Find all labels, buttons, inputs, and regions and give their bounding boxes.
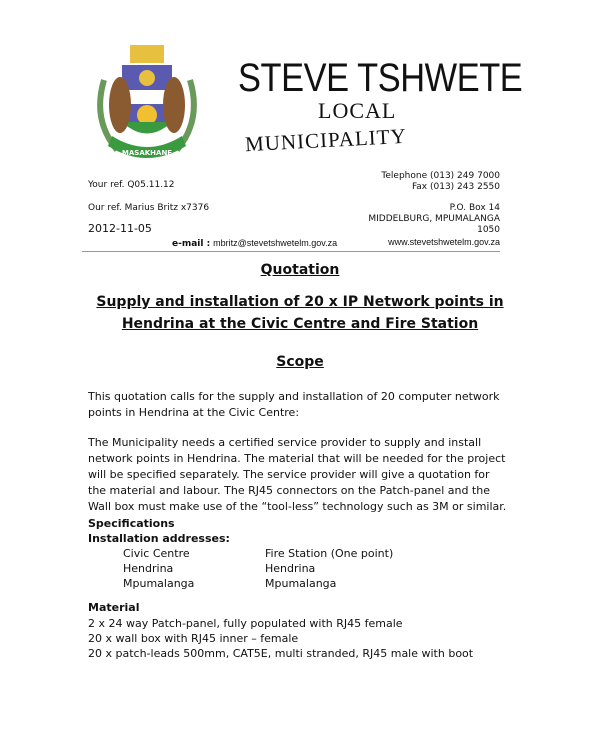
scope-heading: Scope	[276, 354, 324, 370]
material-item: 2 x 24 way Patch-panel, fully populated with RJ45 female	[88, 617, 403, 630]
telephone: Telephone (013) 249 7000	[381, 171, 500, 181]
fax: Fax (013) 243 2550	[411, 182, 500, 192]
header-divider	[82, 251, 500, 252]
letterhead-municipality: MUNICIPALITY	[244, 123, 408, 157]
subject-line-2: Hendrina at the Civic Centre and Fire Station	[121, 316, 479, 332]
postal-code: 1050	[477, 225, 500, 235]
address-row	[123, 546, 393, 561]
installation-addresses-label: Installation addresses:	[88, 532, 230, 545]
text-line: the material and labour. The RJ45 connectors on the Patch-panel and the	[88, 484, 490, 497]
email-label: e-mail :	[172, 239, 211, 249]
address-cell: Fire Station (One point)	[265, 547, 394, 560]
address-cell: Civic Centre	[123, 547, 190, 560]
address-cell: Mpumalanga	[123, 577, 195, 590]
website[interactable]: www.stevetshwetelm.gov.za	[388, 237, 500, 247]
email-line	[172, 238, 337, 250]
email-link[interactable]: mbritz@stevetshwetelm.gov.za	[213, 238, 338, 248]
po-box: P.O. Box 14	[449, 203, 500, 213]
letterhead-local: LOCAL	[318, 98, 397, 123]
text-line: points in Hendrina at the Civic Centre:	[88, 406, 300, 419]
material-heading: Material	[88, 601, 140, 614]
your-ref: Your ref. Q05.11.12	[88, 180, 175, 190]
text-line: network points in Hendrina. The material that will be needed for the project	[88, 452, 506, 465]
subject-line-1: Supply and installation of 20 x IP Network points in	[96, 294, 504, 310]
paragraph-details	[88, 435, 506, 515]
address-cell: Hendrina	[265, 562, 316, 575]
letter-date: 2012-11-05	[88, 222, 152, 235]
material-item: 20 x wall box with RJ45 inner – female	[88, 632, 299, 645]
address-row	[123, 576, 393, 591]
motto-text: MASAKHANE	[121, 149, 173, 157]
specifications-heading: Specifications	[88, 517, 175, 530]
text-line: will be specified separately. The service provider will give a quotation for	[88, 468, 490, 481]
material-list	[88, 616, 473, 661]
addresses-table	[123, 546, 393, 591]
text-line: Wall box must make use of the “tool-less” technology such as 3M or similar.	[88, 500, 507, 513]
address-cell: Hendrina	[123, 562, 174, 575]
address-row	[123, 561, 393, 576]
quotation-heading: Quotation	[260, 262, 340, 278]
municipality-name: STEVE TSHWETE	[238, 56, 523, 100]
paragraph-intro	[88, 389, 500, 421]
municipal-coat-of-arms-logo	[92, 40, 202, 170]
text-line: This quotation calls for the supply and installation of 20 computer network	[88, 390, 500, 403]
city: MIDDELBURG, MPUMALANGA	[368, 214, 500, 224]
text-line: The Municipality needs a certified service provider to supply and install	[88, 436, 482, 449]
our-ref: Our ref. Marius Britz x7376	[88, 203, 210, 213]
address-cell: Mpumalanga	[265, 577, 337, 590]
material-item: 20 x patch-leads 500mm, CAT5E, multi stranded, RJ45 male with boot	[88, 647, 474, 660]
